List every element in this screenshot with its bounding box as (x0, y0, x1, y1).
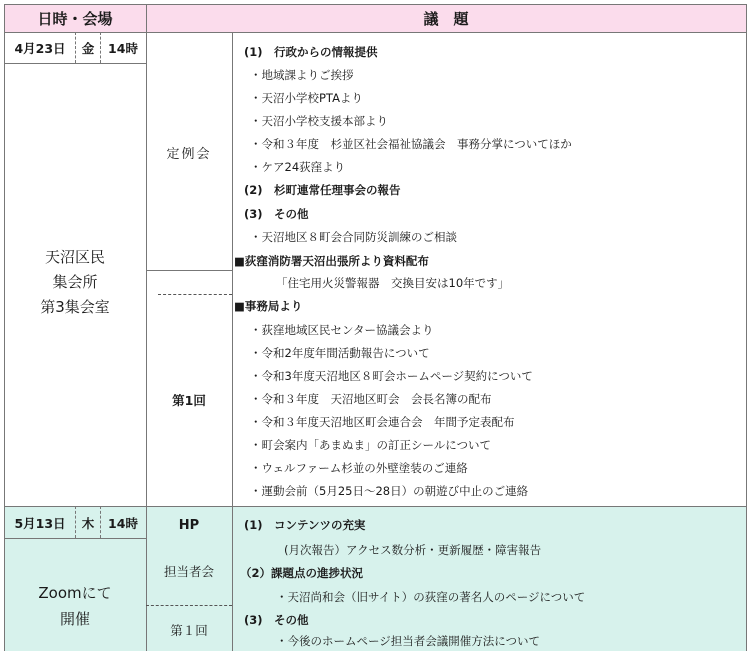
agenda-item: ・天沼小学校支援本部より (250, 114, 388, 128)
m2-venue-line: 開催 (59, 610, 90, 628)
agenda-item: ■事務局より (234, 299, 303, 313)
m2-type-session: 第１回 (170, 623, 208, 638)
agenda-item: ・天沼小学校PTAより (250, 91, 363, 105)
m2-type-tantou: 担当者会 (163, 564, 214, 579)
agenda-item: ・令和３年度 天沼地区町会 会長名簿の配布 (250, 392, 492, 406)
agenda-item: (月次報告）アクセス数分析・更新履歴・障害報告 (284, 543, 542, 557)
agenda-item: ・町会案内「あまぬま」の訂正シールについて (250, 438, 492, 452)
agenda-item: (3) その他 (244, 613, 309, 627)
agenda-item: 「住宅用火災警報器 交換目安は10年です」 (276, 276, 510, 290)
m1-venue-line: 天沼区民 (44, 248, 105, 266)
m1-venue-line: 第3集会室 (40, 298, 110, 316)
agenda-item: ・運動会前（5月25日〜28日）の朝遊び中止のご連絡 (250, 484, 529, 498)
agenda-item: (1) 行政からの情報提供 (244, 45, 378, 59)
agenda-item: （2）課題点の進捗状況 (240, 566, 364, 580)
agenda-item: ・令和3年度天沼地区８町会ホームページ契約について (250, 369, 533, 383)
m1-type-session: 第1回 (172, 393, 206, 408)
agenda-item: ・令和2年度年間活動報告について (250, 346, 430, 360)
agenda-item: (3) その他 (244, 207, 309, 221)
m1-date: 4月23日 (14, 41, 66, 56)
agenda-item: ・今後のホームページ担当者会議開催方法について (276, 634, 541, 648)
m1-type-regular: 定例会 (166, 146, 212, 162)
agenda-item: ・ケア24荻窪より (250, 160, 346, 174)
agenda-item: ・天沼地区８町会合同防災訓練のご相談 (250, 230, 457, 244)
agenda-item: (1) コンテンツの充実 (244, 518, 366, 532)
agenda-item: ・地域課よりご挨拶 (250, 68, 354, 82)
agenda-item: ・荻窪地域区民センター協議会より (250, 323, 434, 337)
header-agenda-label: 議 題 (423, 9, 469, 28)
m2-time: 14時 (108, 515, 138, 531)
m1-weekday: 金 (81, 41, 95, 56)
m1-time: 14時 (108, 41, 138, 56)
m1-venue (4, 245, 146, 320)
agenda-item: ・天沼尚和会（旧サイト）の荻窪の著名人のページについて (276, 590, 586, 604)
m2-venue-line: Zoomにて (38, 584, 112, 602)
m1-venue-line: 集会所 (52, 273, 98, 291)
header-datetime-label: 日時・会場 (37, 9, 113, 28)
m2-date: 5月13日 (14, 515, 66, 531)
agenda-item: (2) 杉町連常任理事会の報告 (244, 183, 401, 197)
agenda-item: ・ウェルファーム杉並の外壁塗装のご連絡 (250, 461, 468, 475)
header-agenda (146, 4, 746, 32)
agenda-item: ・令和３年度天沼地区町会連合会 年間予定表配布 (250, 415, 515, 429)
m2-weekday: 木 (81, 515, 95, 531)
m2-type-hp: HP (178, 517, 200, 533)
agenda-item: ■荻窪消防署天沼出張所より資料配布 (234, 254, 429, 268)
header-datetime (4, 4, 146, 32)
agenda-item: ・令和３年度 杉並区社会福祉協議会 事務分掌についてほか (250, 137, 572, 151)
m2-venue (4, 580, 146, 632)
